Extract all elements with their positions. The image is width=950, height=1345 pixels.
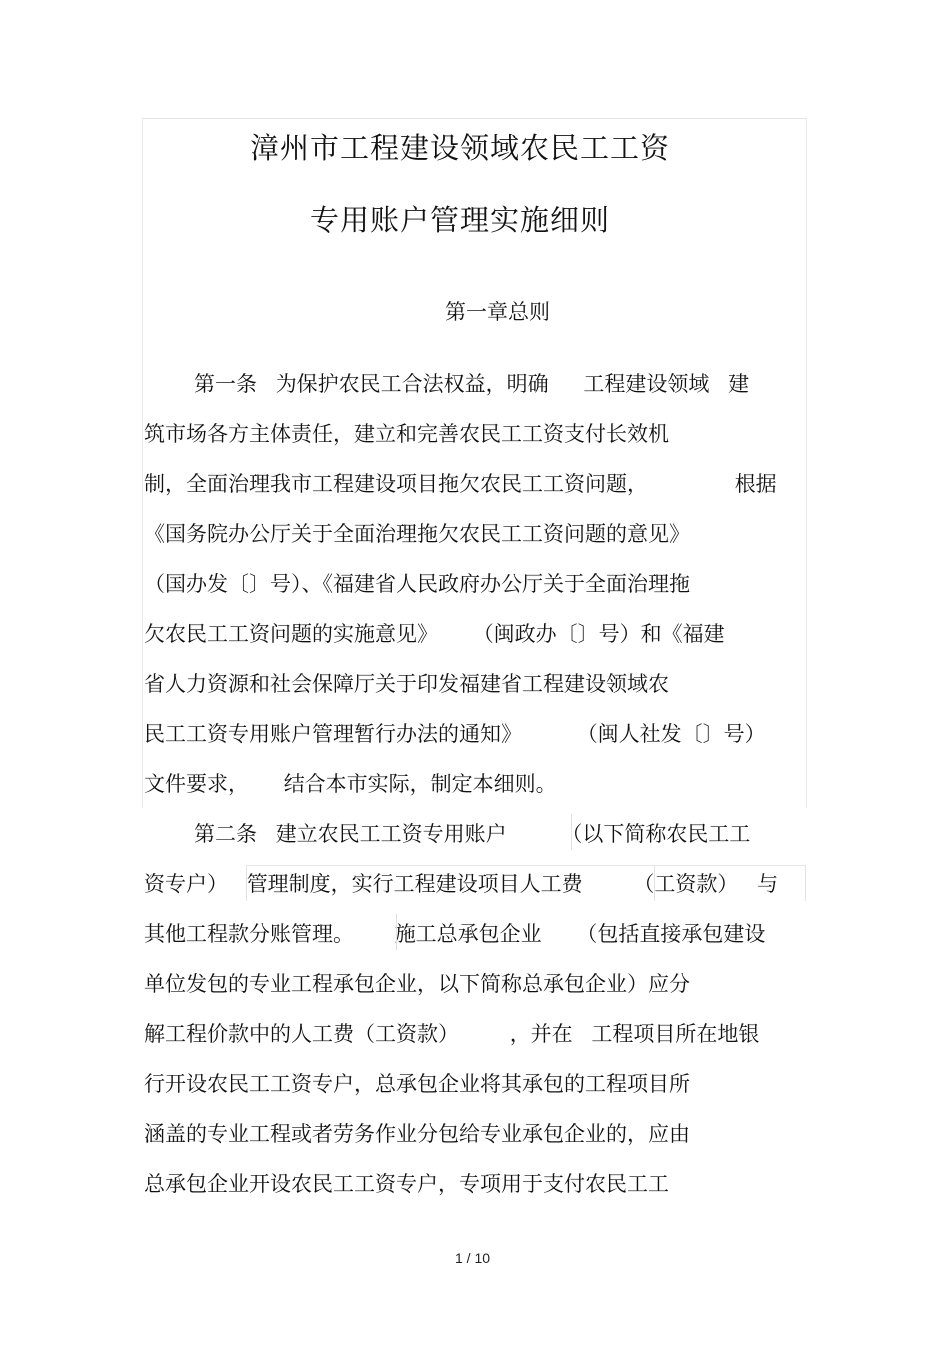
article1-line-2: 筑市场各方主体责任，建立和完善农民工工资支付长效机 [144, 422, 669, 446]
article2-line-2: 资专户） 管理制度，实行工程建设项目人工费 （工资款） 与 [144, 872, 779, 896]
highlight-box-edge [805, 865, 806, 901]
chapter-heading: 第一章总则 [445, 300, 550, 324]
article1-line-6: 欠农民工工资问题的实施意见》 （闽政办〔〕号）和《福建 [144, 622, 725, 646]
article1-line-7: 省人力资源和社会保障厅关于印发福建省工程建设领域农 [144, 672, 669, 696]
page-number: 1 / 10 [454, 1250, 491, 1266]
article2-line-4: 单位发包的专业工程承包企业，以下简称总承包企业）应分 [144, 972, 690, 996]
highlight-box-edge [246, 865, 247, 901]
article2-line-3: 其他工程款分账管理。 施工总承包企业 （包括直接承包建设 [144, 922, 766, 946]
article2-line-1: 第二条 建立农民工工资专用账户 （以下简称农民工工 [194, 822, 751, 846]
article2-label: 第二条 [194, 822, 257, 846]
page-frame-top-border [142, 118, 806, 119]
highlight-box-edge [246, 865, 806, 866]
article2-line-5: 解工程价款中的人工费（工资款） ，并在 工程项目所在地银 [144, 1022, 760, 1046]
article1-line-1: 第一条 为保护农民工合法权益，明确 工程建设领域 建 [194, 372, 750, 396]
article1-line-3: 制，全面治理我市工程建设项目拖欠农民工工资问题， 根据 [144, 472, 777, 496]
document-title-line-2: 专用账户管理实施细则 [309, 203, 610, 237]
article2-line-7: 涵盖的专业工程或者劳务作业分包给专业承包企业的，应由 [144, 1122, 690, 1146]
article1-line-8: 民工工资专用账户管理暂行办法的通知》 （闽人社发〔〕号） [144, 722, 766, 746]
article1-line-4: 《国务院办公厅关于全面治理拖欠农民工工资问题的意见》 [144, 522, 690, 546]
article2-line-6: 行开设农民工工资专户，总承包企业将其承包的工程项目所 [144, 1072, 690, 1096]
article1-line-9: 文件要求， 结合本市实际，制定本细则。 [144, 772, 557, 796]
highlight-box-edge [654, 865, 655, 901]
highlight-box-edge [571, 814, 572, 850]
article1-line-5: （国办发〔〕号）、《福建省人民政府办公厅关于全面治理拖 [144, 572, 690, 596]
article2-line-8: 总承包企业开设农民工工资专户，专项用于支付农民工工 [144, 1172, 669, 1196]
article1-label: 第一条 [194, 372, 257, 396]
highlight-box-edge [396, 914, 397, 950]
document-title-line-1: 漳州市工程建设领域农民工工资 [249, 131, 670, 165]
